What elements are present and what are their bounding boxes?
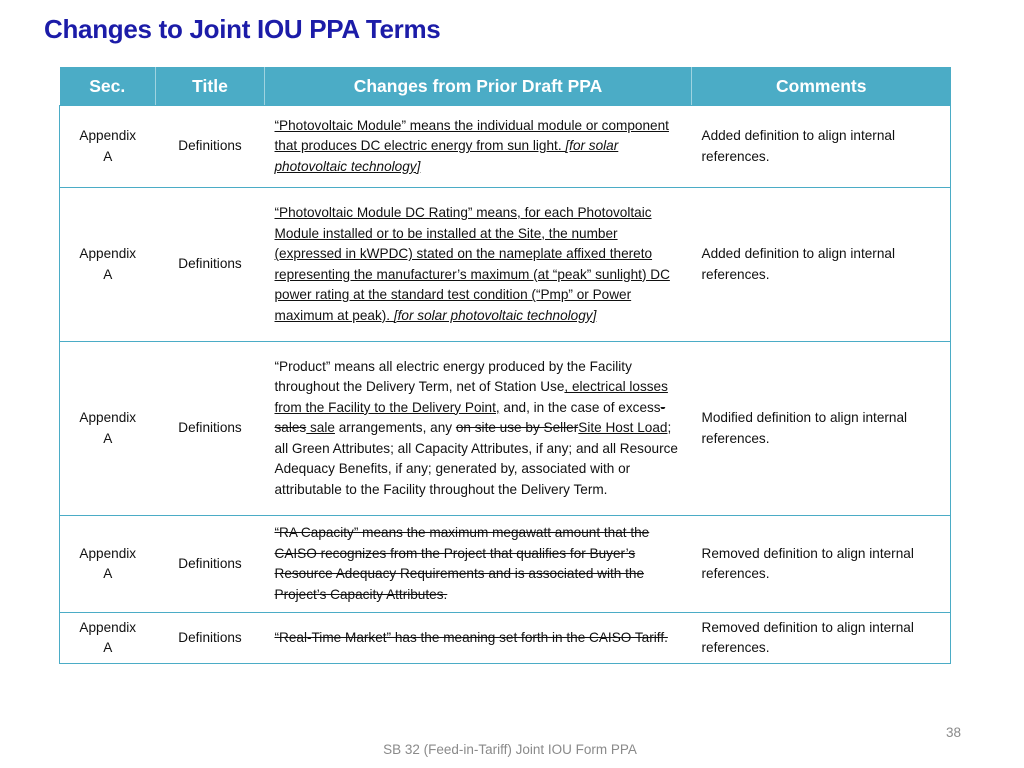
change-text-segment: arrangements, any — [334, 420, 456, 436]
title-cell: Definitions — [156, 188, 265, 342]
title-cell: Definitions — [156, 342, 265, 516]
change-text-segment: [for solar photovoltaic technology] — [274, 138, 619, 174]
change-text-segment: on site use by Seller — [455, 420, 579, 436]
change-text-segment: “RA Capacity” means the maximum megawatt amount that the CAISO recognizes from the Project that qualifies for Buyer’s Resource Adequacy Requirements and is associated with the Project’s Capacity Attributes. — [274, 525, 650, 602]
comment-cell: Modified definition to align internal references. — [692, 342, 951, 516]
sec-cell: Appendix A — [60, 188, 156, 342]
change-text-segment: -sales — [274, 399, 666, 436]
table-header-row — [60, 67, 951, 106]
changes-table — [59, 67, 951, 664]
change-text-segment: “Photovoltaic Module DC Rating” means, for each Photovoltaic Module installed or to be installed at the Site, the number (expressed in kWPDC) stated on the nameplate affixed thereto representing the manufacturer’s maximum (at “peak” sunlight) DC power rating at the standard test condition (“Pmp” or Power maximum at peak). — [274, 205, 670, 323]
slide-title: Changes to Joint IOU PPA Terms — [44, 14, 441, 44]
comment-cell: Removed definition to align internal references. — [692, 516, 951, 613]
change-text-segment: sale — [306, 420, 335, 436]
sec-cell: Appendix A — [60, 613, 156, 664]
header-sec: Sec. — [60, 67, 156, 106]
change-text-segment: Site Host Load — [578, 420, 668, 436]
table-row — [60, 516, 951, 613]
sec-cell: Appendix A — [60, 516, 156, 613]
change-cell — [265, 516, 692, 613]
header-changes: Changes from Prior Draft PPA — [265, 67, 692, 106]
change-cell — [265, 106, 692, 188]
page-number: 38 — [946, 725, 962, 740]
title-cell: Definitions — [156, 106, 265, 188]
change-text-segment: ; all Green Attributes; all Capacity Attributes, if any; and all Resource Adequacy Benefits, if any; generated by, associated with or attributable to the Facility throughout the Delivery Term. — [274, 420, 678, 497]
change-text-segment: , electrical losses from the Facility to the Delivery Point, — [274, 379, 668, 415]
comment-cell: Removed definition to align internal references. — [692, 613, 951, 664]
table-row — [60, 613, 951, 664]
sec-cell: Appendix A — [60, 342, 156, 516]
title-cell: Definitions — [156, 516, 265, 613]
change-text-segment: “Photovoltaic Module” means the individual module or component that produces DC electric energy from sun light. — [274, 117, 669, 154]
change-text-segment: “Real-Time Market” has the meaning set forth in the CAISO Tariff. — [274, 629, 668, 645]
table-row — [60, 342, 951, 516]
footer-text: SB 32 (Feed-in-Tariff) Joint IOU Form PPA — [383, 742, 637, 757]
change-cell — [265, 188, 692, 342]
header-title: Title — [156, 67, 265, 106]
change-text-segment: “Product” means all electric energy produced by the Facility throughout the Delivery Term, net of Station Use — [274, 358, 632, 395]
change-cell — [265, 613, 692, 664]
footer — [0, 742, 1024, 757]
table-row — [60, 188, 951, 342]
change-text-segment: and, in the case of excess — [499, 399, 661, 415]
table-row — [60, 106, 951, 188]
comment-cell: Added definition to align internal references. — [692, 188, 951, 342]
change-text-segment: [for solar photovoltaic technology] — [393, 307, 597, 323]
sec-cell: Appendix A — [60, 106, 156, 188]
header-comments: Comments — [692, 67, 951, 106]
comment-cell: Added definition to align internal references. — [692, 106, 951, 188]
change-cell — [265, 342, 692, 516]
title-cell: Definitions — [156, 613, 265, 664]
